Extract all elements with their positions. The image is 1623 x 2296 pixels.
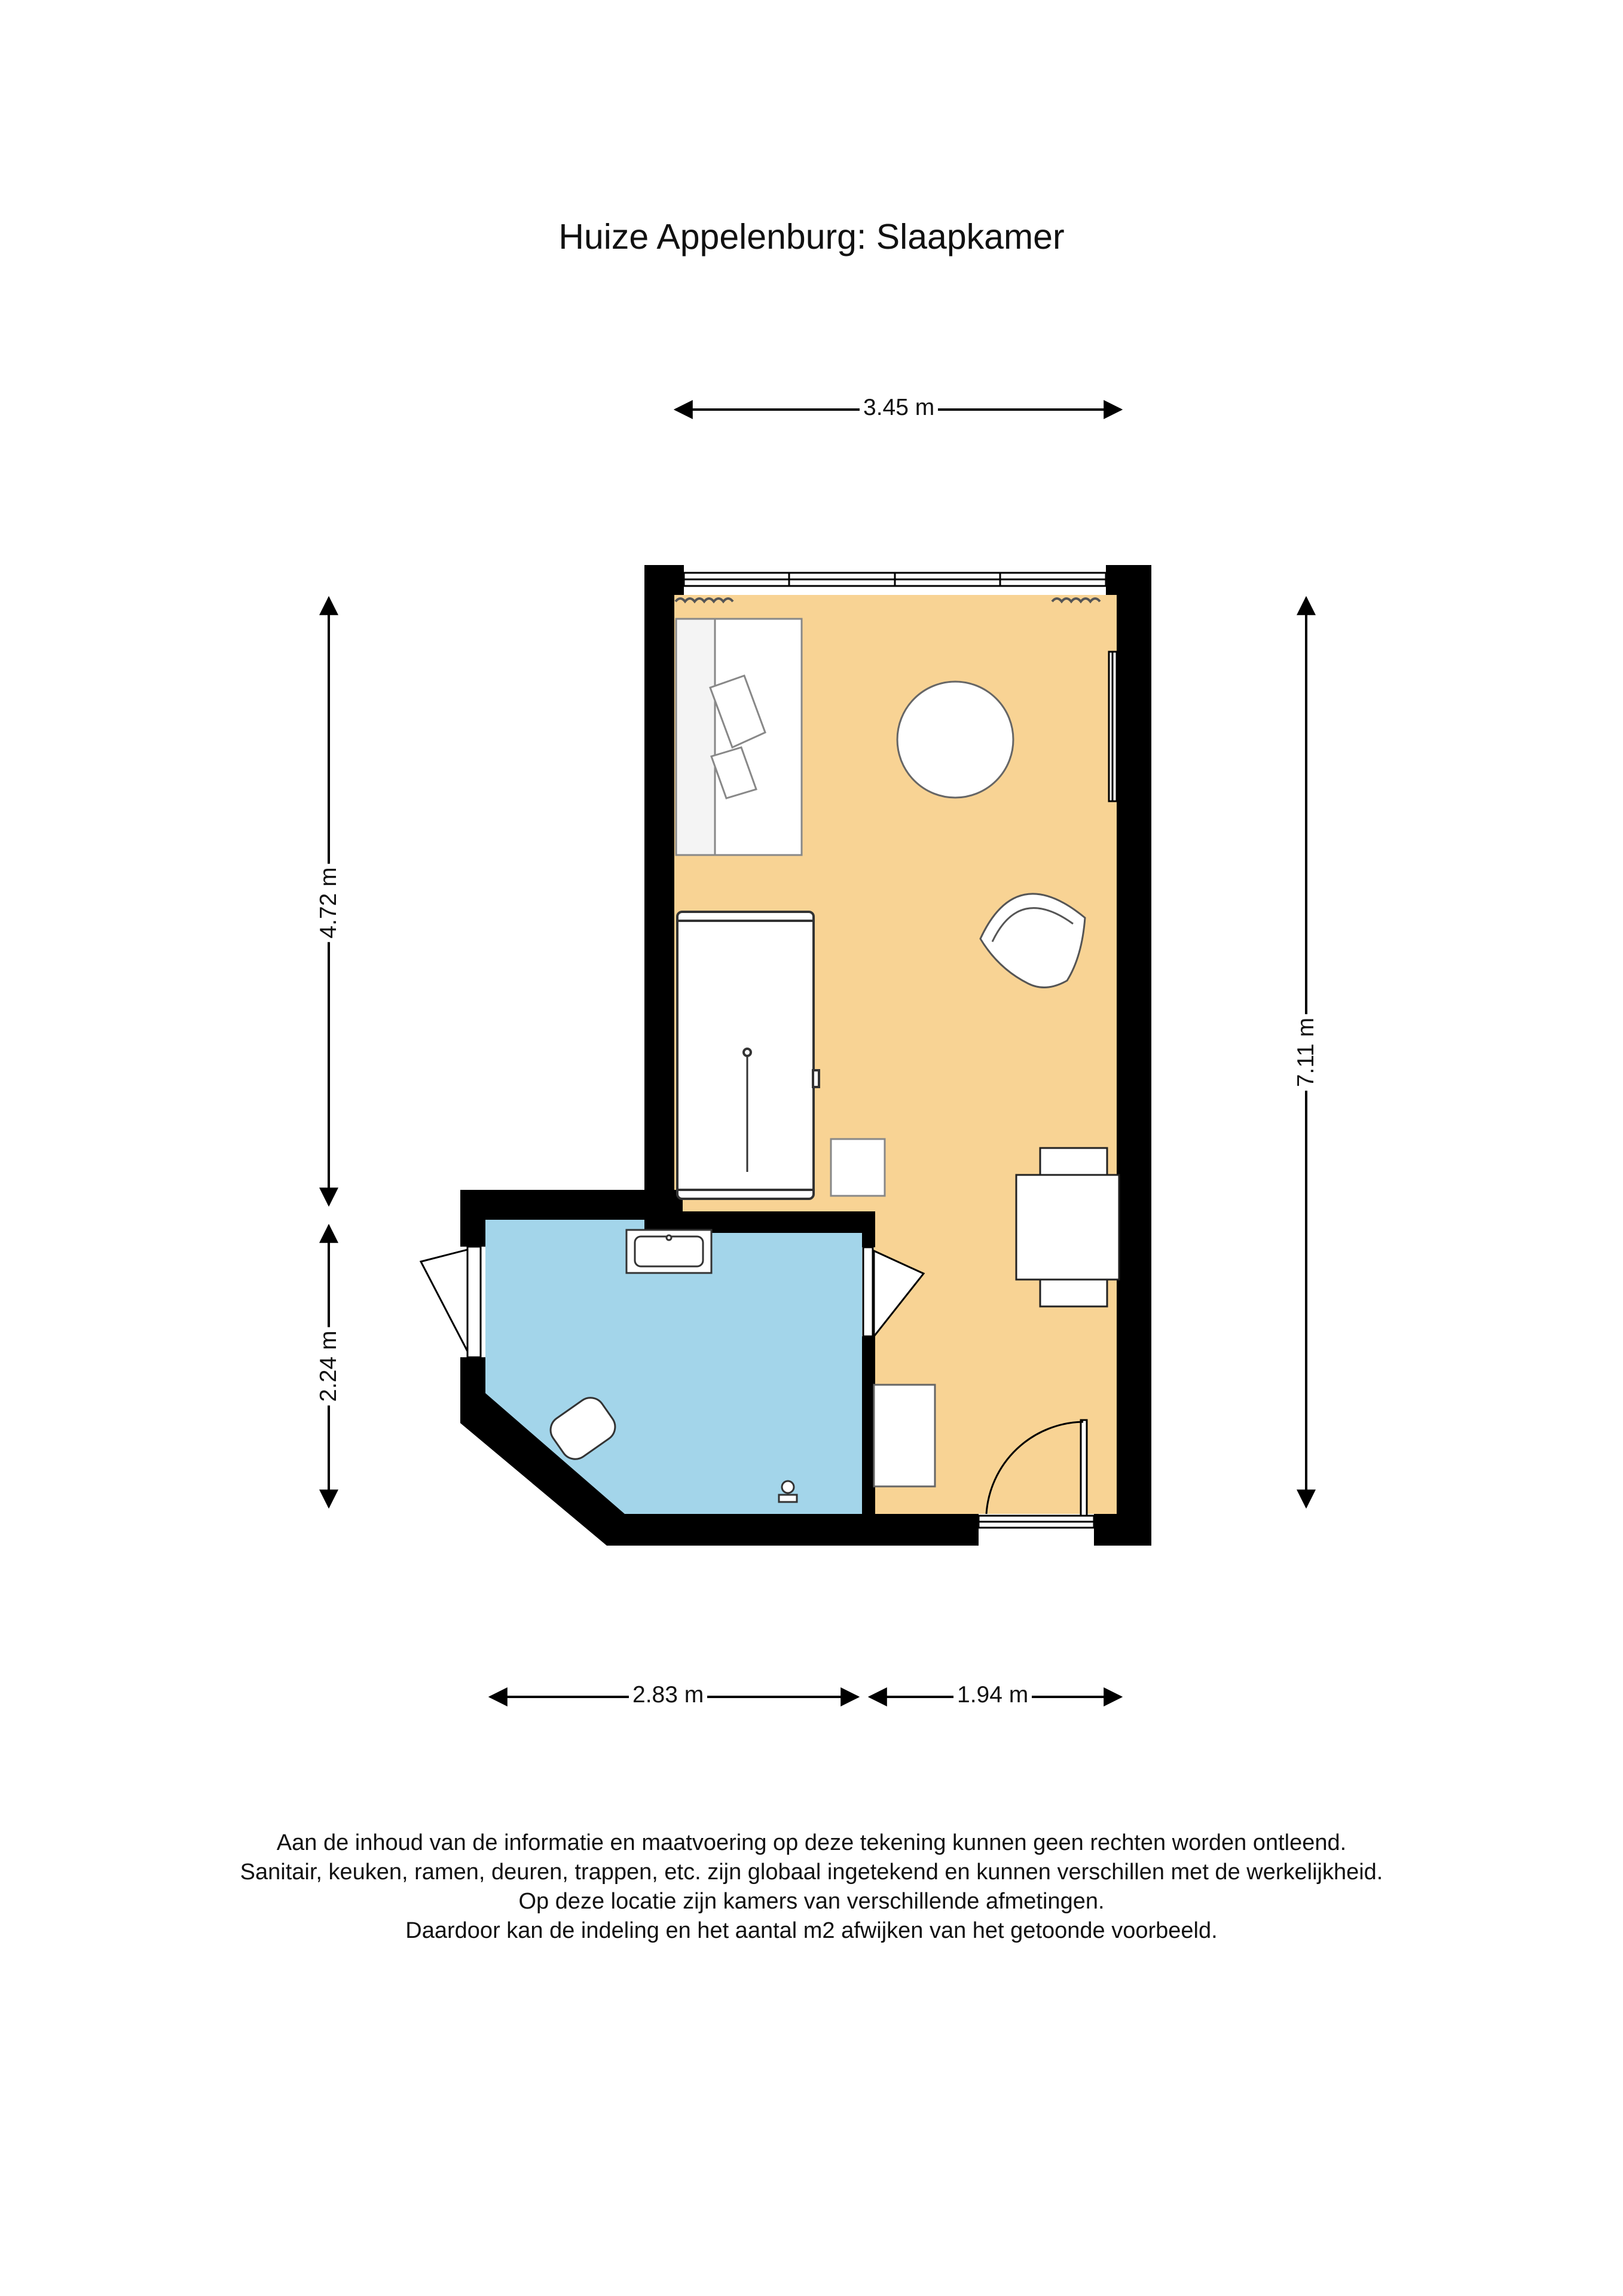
dim-label-bottom-left: 2.83 m [629, 1682, 707, 1708]
wall-left-bedroom [644, 565, 674, 1220]
page-title: Huize Appelenburg: Slaapkamer [558, 217, 1065, 257]
disclaimer-line: Op deze locatie zijn kamers van verschillende afmetingen. [518, 1889, 1105, 1914]
disclaimer-line: Daardoor kan de indeling en het aantal m2 afwijken van het getoonde voorbeeld. [405, 1918, 1218, 1943]
dim-label-right: 7.11 m [1293, 1014, 1319, 1091]
dim-label-left-lower: 2.24 m [316, 1327, 342, 1405]
bathroom-left-window [421, 1247, 481, 1357]
disclaimer [0, 1828, 1623, 1946]
round-table [897, 682, 1013, 798]
nightstand [831, 1139, 885, 1196]
window-top [684, 573, 1106, 586]
wall-shelf [1109, 652, 1117, 801]
sofa [676, 619, 802, 855]
disclaimer-line: Sanitair, keuken, ramen, deuren, trappen, etc. zijn globaal ingetekend en kunnen verschillen met de werkelijkheid. [240, 1860, 1383, 1885]
dim-label-left-upper: 4.72 m [316, 863, 342, 942]
wall-bottom [607, 1514, 979, 1546]
bathroom-sink [626, 1230, 711, 1273]
bed [677, 912, 819, 1199]
wall-bottom-right [1094, 1514, 1151, 1546]
wall-bath-right-upper [862, 1211, 875, 1247]
wall-bath-left-upper [460, 1190, 485, 1247]
disclaimer-line: Aan de inhoud van de informatie en maatvoering op deze tekening kunnen geen rechten worden ontleend. [276, 1830, 1347, 1855]
wall-right [1117, 565, 1151, 1546]
dim-label-bottom-right: 1.94 m [953, 1682, 1032, 1708]
dim-label-top: 3.45 m [860, 395, 938, 421]
storage-box [874, 1385, 935, 1486]
